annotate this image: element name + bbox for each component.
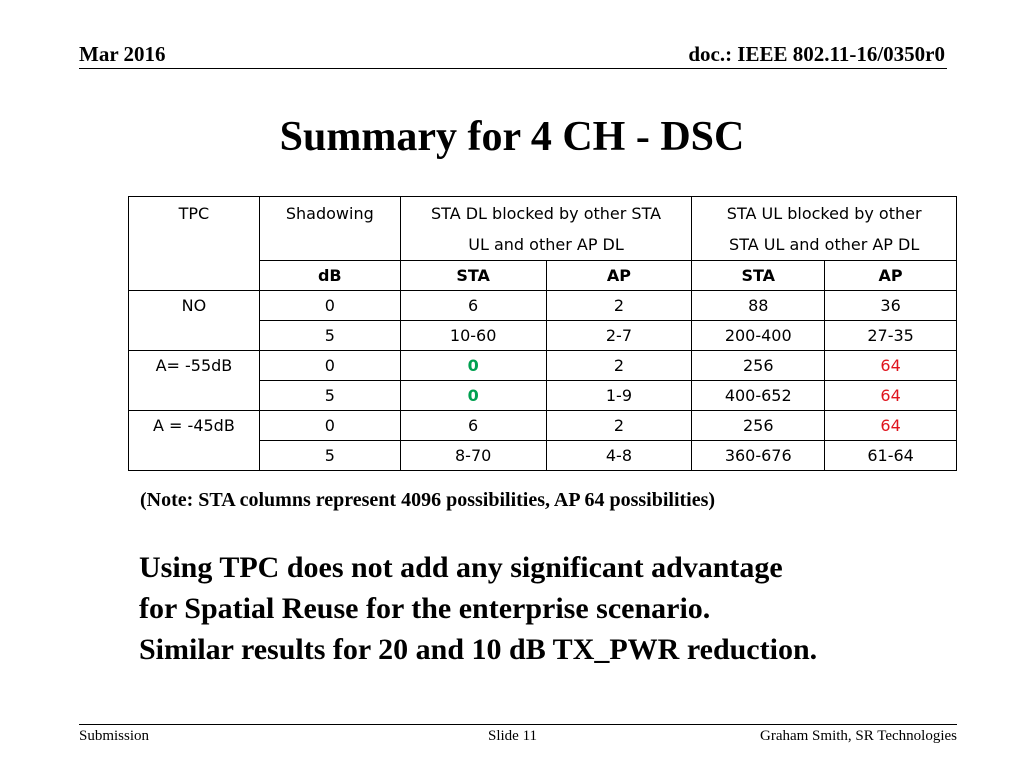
tpc-cell: NO [129, 291, 260, 351]
footer-author: Graham Smith, SR Technologies [760, 728, 957, 744]
shadow-cell: 0 [259, 291, 400, 321]
table-row [129, 291, 957, 321]
shadow-cell: 5 [259, 321, 400, 351]
ul-sta-cell: 256 [692, 411, 825, 441]
header-sta-ul-blocked: STA UL blocked by other STA UL and other AP DL [692, 197, 957, 261]
shadow-cell: 0 [259, 351, 400, 381]
tpc-cell: A= -55dB [129, 351, 260, 411]
shadow-cell: 5 [259, 381, 400, 411]
subheader-ul-ap: AP [825, 261, 957, 291]
dl-sta-cell-highlight: 0 [400, 351, 546, 381]
slide-title: Summary for 4 CH - DSC [279, 114, 745, 160]
dl-sta-cell: 10-60 [400, 321, 546, 351]
shadow-cell: 5 [259, 441, 400, 471]
tpc-cell: A = -45dB [129, 411, 260, 471]
subheader-dl-ap: AP [546, 261, 692, 291]
ul-sta-cell: 88 [692, 291, 825, 321]
table-row [129, 351, 957, 381]
dl-ap-cell: 1-9 [546, 381, 692, 411]
dl-sta-cell-highlight: 0 [400, 381, 546, 411]
table-row [129, 411, 957, 441]
ul-ap-cell: 27-35 [825, 321, 957, 351]
conclusion-line: Using TPC does not add any significant advantage [139, 551, 783, 584]
dl-ap-cell: 4-8 [546, 441, 692, 471]
table-note: (Note: STA columns represent 4096 possibilities, AP 64 possibilities) [140, 489, 716, 511]
header-doc-id: doc.: IEEE 802.11-16/0350r0 [688, 42, 945, 66]
ul-sta-cell: 256 [692, 351, 825, 381]
subheader-dl-sta: STA [400, 261, 546, 291]
table-header-row [129, 197, 957, 261]
header-date: Mar 2016 [79, 42, 166, 66]
ul-ap-cell-highlight: 64 [825, 411, 957, 441]
dl-ap-cell: 2 [546, 411, 692, 441]
header-shadowing: Shadowing [259, 197, 400, 261]
ul-ap-cell: 61-64 [825, 441, 957, 471]
dl-ap-cell: 2-7 [546, 321, 692, 351]
shadow-cell: 0 [259, 411, 400, 441]
dl-ap-cell: 2 [546, 351, 692, 381]
subheader-ul-sta: STA [692, 261, 825, 291]
conclusion-line: Similar results for 20 and 10 dB TX_PWR reduction. [139, 633, 818, 666]
ul-sta-cell: 400-652 [692, 381, 825, 411]
conclusion-line: for Spatial Reuse for the enterprise scenario. [139, 592, 711, 625]
header-divider [79, 68, 947, 69]
dl-ap-cell: 2 [546, 291, 692, 321]
subheader-db: dB [259, 261, 400, 291]
ul-ap-cell: 36 [825, 291, 957, 321]
footer-slide-number: Slide 11 [488, 728, 538, 744]
results-table [128, 196, 957, 471]
footer-divider [79, 724, 957, 725]
footer-submission: Submission [79, 728, 150, 744]
ul-sta-cell: 200-400 [692, 321, 825, 351]
dl-sta-cell: 8-70 [400, 441, 546, 471]
conclusion-text [139, 547, 817, 670]
dl-sta-cell: 6 [400, 291, 546, 321]
dl-sta-cell: 6 [400, 411, 546, 441]
header-tpc: TPC [129, 197, 260, 291]
ul-ap-cell-highlight: 64 [825, 351, 957, 381]
ul-sta-cell: 360-676 [692, 441, 825, 471]
header-sta-dl-blocked: STA DL blocked by other STA UL and other AP DL [400, 197, 692, 261]
ul-ap-cell-highlight: 64 [825, 381, 957, 411]
